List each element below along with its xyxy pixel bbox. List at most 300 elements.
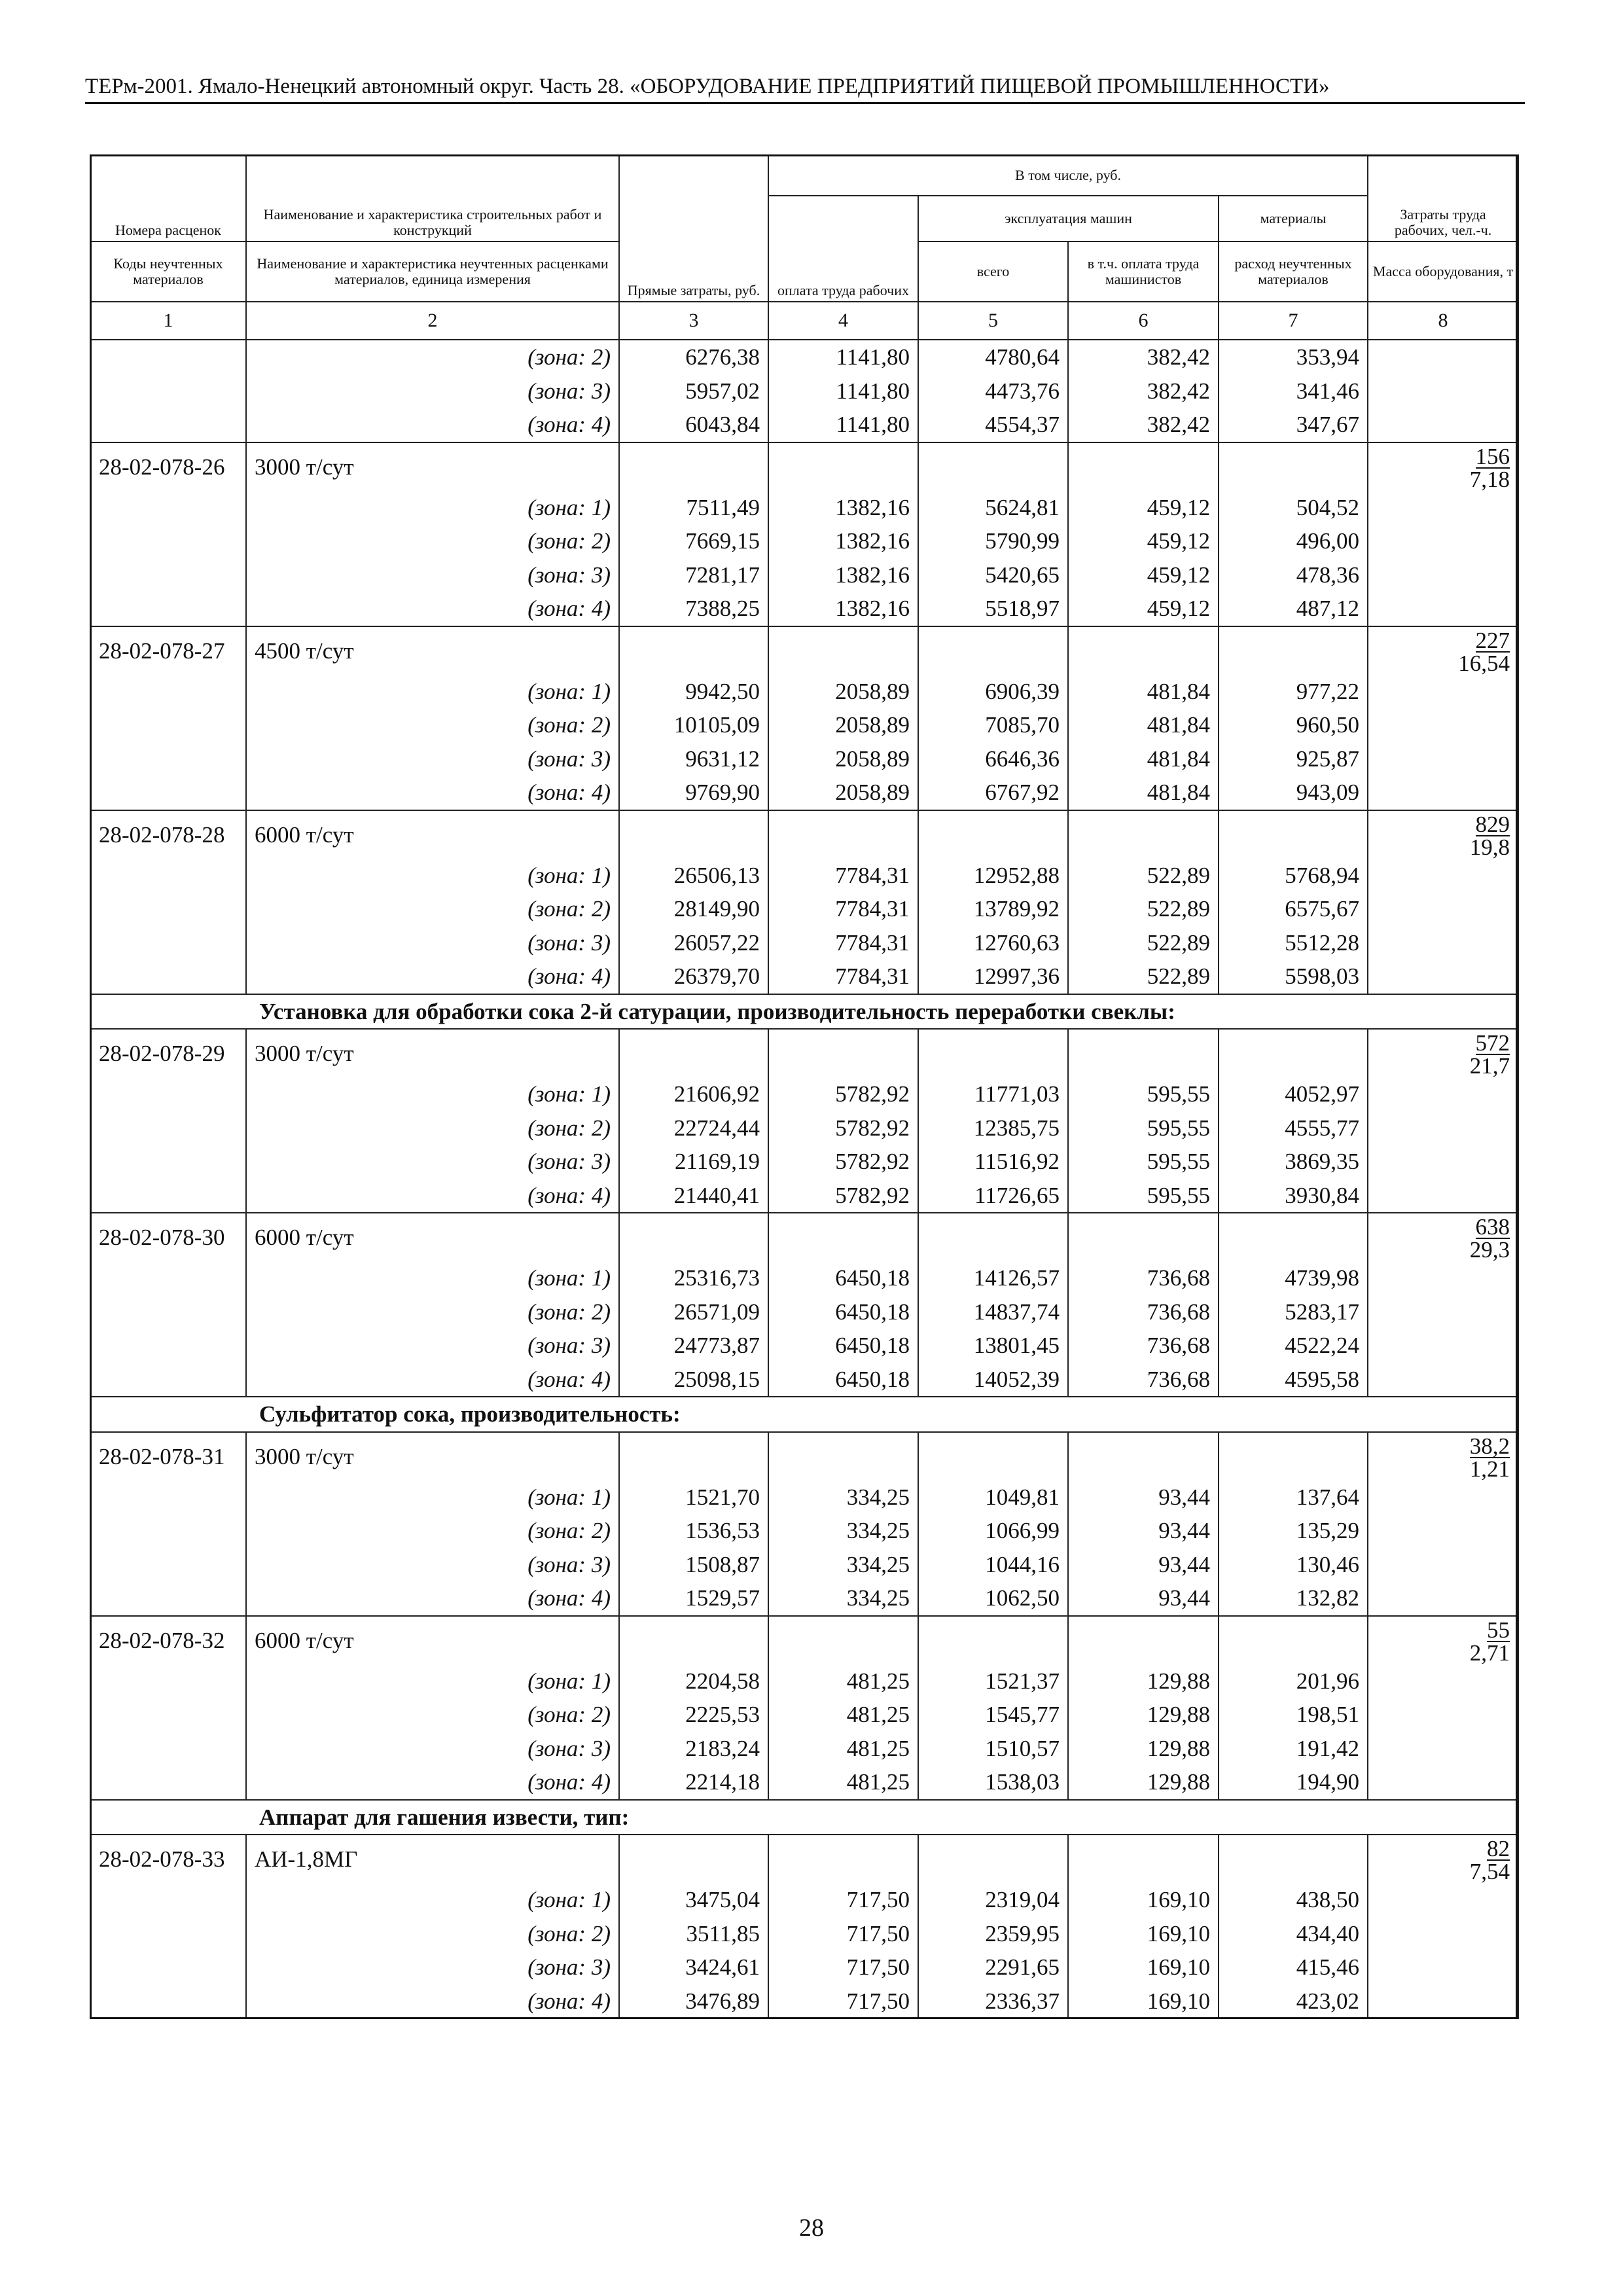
section-title: Сульфитатор сока, производительность: bbox=[246, 1397, 1518, 1432]
empty-cell bbox=[1368, 675, 1518, 709]
direct-costs-value: 7511,49 bbox=[619, 491, 768, 525]
empty-cell bbox=[1368, 1765, 1518, 1800]
header-direct-costs: Прямые затраты, руб. bbox=[619, 155, 768, 302]
empty-cell bbox=[90, 960, 246, 994]
materials-value: 6575,67 bbox=[1219, 892, 1368, 926]
equipment-mass-value: 1,21 bbox=[1469, 1456, 1510, 1480]
empty-cell bbox=[768, 810, 918, 859]
header-including-group: В том числе, руб. bbox=[768, 155, 1368, 196]
machines-total-value: 5790,99 bbox=[918, 524, 1068, 558]
equipment-mass-value: 29,3 bbox=[1469, 1237, 1510, 1261]
materials-value: 194,90 bbox=[1219, 1765, 1368, 1800]
direct-costs-value: 10105,09 bbox=[619, 708, 768, 742]
machines-total-value: 14052,39 bbox=[918, 1363, 1068, 1397]
column-index: 8 bbox=[1368, 302, 1518, 340]
empty-cell bbox=[1219, 1432, 1368, 1480]
worker-pay-value: 717,50 bbox=[768, 1917, 918, 1951]
zone-row bbox=[90, 374, 1518, 408]
empty-cell bbox=[768, 1213, 918, 1261]
section-title: Установка для обработки сока 2-й сатурации, производительность переработки свеклы: bbox=[246, 994, 1518, 1030]
empty-cell bbox=[1219, 1029, 1368, 1077]
empty-cell bbox=[90, 675, 246, 709]
empty-cell bbox=[1219, 442, 1368, 491]
machinist-pay-value: 595,55 bbox=[1068, 1111, 1219, 1145]
materials-value: 132,82 bbox=[1219, 1581, 1368, 1616]
machines-total-value: 12760,63 bbox=[918, 926, 1068, 960]
machines-total-value: 11771,03 bbox=[918, 1077, 1068, 1111]
empty-cell bbox=[90, 708, 246, 742]
zone-row bbox=[90, 558, 1518, 592]
empty-cell bbox=[768, 1835, 918, 1883]
machines-total-value: 12997,36 bbox=[918, 960, 1068, 994]
zone-label: (зона: 2) bbox=[246, 1111, 619, 1145]
empty-cell bbox=[1368, 1984, 1518, 2019]
section-empty-cell bbox=[90, 994, 246, 1030]
empty-cell bbox=[918, 1029, 1068, 1077]
zone-label: (зона: 4) bbox=[246, 1984, 619, 2019]
empty-cell bbox=[90, 1145, 246, 1179]
direct-costs-value: 2204,58 bbox=[619, 1664, 768, 1698]
zone-label: (зона: 1) bbox=[246, 1077, 619, 1111]
direct-costs-value: 5957,02 bbox=[619, 374, 768, 408]
zone-label: (зона: 4) bbox=[246, 1765, 619, 1800]
empty-cell bbox=[1219, 810, 1368, 859]
section-title: Аппарат для гашения извести, тип: bbox=[246, 1800, 1518, 1835]
worker-pay-value: 5782,92 bbox=[768, 1145, 918, 1179]
zone-label: (зона: 3) bbox=[246, 926, 619, 960]
machinist-pay-value: 129,88 bbox=[1068, 1664, 1219, 1698]
machinist-pay-value: 481,84 bbox=[1068, 742, 1219, 776]
empty-cell bbox=[1368, 1732, 1518, 1766]
direct-costs-value: 2225,53 bbox=[619, 1698, 768, 1732]
rate-code: 28-02-078-30 bbox=[90, 1213, 246, 1261]
direct-costs-value: 1536,53 bbox=[619, 1514, 768, 1548]
column-index: 5 bbox=[918, 302, 1068, 340]
column-index: 6 bbox=[1068, 302, 1219, 340]
materials-value: 198,51 bbox=[1219, 1698, 1368, 1732]
empty-cell bbox=[1368, 1329, 1518, 1363]
zone-row bbox=[90, 1261, 1518, 1295]
rate-code: 28-02-078-29 bbox=[90, 1029, 246, 1077]
worker-pay-value: 2058,89 bbox=[768, 776, 918, 810]
materials-value: 496,00 bbox=[1219, 524, 1368, 558]
empty-cell bbox=[918, 1432, 1068, 1480]
worker-pay-value: 1141,80 bbox=[768, 340, 918, 374]
header-machines-total: всего bbox=[918, 242, 1068, 302]
empty-cell bbox=[90, 1295, 246, 1329]
rate-code: 28-02-078-32 bbox=[90, 1616, 246, 1664]
zone-row bbox=[90, 1581, 1518, 1616]
zone-row bbox=[90, 1111, 1518, 1145]
empty-cell bbox=[90, 1261, 246, 1295]
materials-value: 415,46 bbox=[1219, 1950, 1368, 1984]
table-body bbox=[90, 340, 1518, 2018]
zone-row bbox=[90, 1145, 1518, 1179]
rate-name: 4500 т/сут bbox=[246, 626, 619, 675]
machines-total-value: 2291,65 bbox=[918, 1950, 1068, 1984]
rate-code: 28-02-078-28 bbox=[90, 810, 246, 859]
machines-total-value: 4554,37 bbox=[918, 408, 1068, 442]
machines-total-value: 12952,88 bbox=[918, 859, 1068, 893]
empty-cell bbox=[1219, 626, 1368, 675]
column-index: 1 bbox=[90, 302, 246, 340]
empty-cell bbox=[1068, 1029, 1219, 1077]
machinist-pay-value: 736,68 bbox=[1068, 1363, 1219, 1397]
section-heading-row bbox=[90, 1800, 1518, 1835]
machines-total-value: 12385,75 bbox=[918, 1111, 1068, 1145]
equipment-mass-value: 21,7 bbox=[1469, 1053, 1510, 1077]
empty-cell bbox=[1068, 442, 1219, 491]
zone-label: (зона: 3) bbox=[246, 374, 619, 408]
empty-cell bbox=[1368, 1950, 1518, 1984]
empty-cell bbox=[1368, 1295, 1518, 1329]
machinist-pay-value: 522,89 bbox=[1068, 859, 1219, 893]
empty-cell bbox=[918, 810, 1068, 859]
empty-cell bbox=[1368, 1480, 1518, 1515]
materials-value: 3869,35 bbox=[1219, 1145, 1368, 1179]
empty-cell bbox=[1368, 776, 1518, 810]
labor-mass-cell bbox=[1368, 1213, 1518, 1261]
machinist-pay-value: 382,42 bbox=[1068, 374, 1219, 408]
empty-cell bbox=[1368, 592, 1518, 626]
machinist-pay-value: 93,44 bbox=[1068, 1480, 1219, 1515]
empty-cell bbox=[1368, 892, 1518, 926]
empty-cell bbox=[90, 1548, 246, 1582]
worker-pay-value: 7784,31 bbox=[768, 892, 918, 926]
machinist-pay-value: 382,42 bbox=[1068, 340, 1219, 374]
materials-value: 135,29 bbox=[1219, 1514, 1368, 1548]
worker-pay-value: 1141,80 bbox=[768, 408, 918, 442]
direct-costs-value: 26057,22 bbox=[619, 926, 768, 960]
worker-pay-value: 7784,31 bbox=[768, 960, 918, 994]
direct-costs-value: 25316,73 bbox=[619, 1261, 768, 1295]
zone-label: (зона: 1) bbox=[246, 859, 619, 893]
empty-cell bbox=[1368, 1514, 1518, 1548]
zone-label: (зона: 3) bbox=[246, 1329, 619, 1363]
worker-pay-value: 1382,16 bbox=[768, 491, 918, 525]
worker-pay-value: 334,25 bbox=[768, 1548, 918, 1582]
empty-cell bbox=[768, 1616, 918, 1664]
empty-cell bbox=[90, 1363, 246, 1397]
empty-cell bbox=[90, 408, 246, 442]
empty-cell bbox=[90, 1111, 246, 1145]
zone-label: (зона: 4) bbox=[246, 960, 619, 994]
equipment-mass-value: 7,18 bbox=[1469, 466, 1510, 491]
worker-pay-value: 6450,18 bbox=[768, 1295, 918, 1329]
direct-costs-value: 24773,87 bbox=[619, 1329, 768, 1363]
direct-costs-value: 22724,44 bbox=[619, 1111, 768, 1145]
header-equipment-mass: Масса оборудования, т bbox=[1368, 242, 1518, 302]
worker-pay-value: 334,25 bbox=[768, 1480, 918, 1515]
worker-pay-value: 5782,92 bbox=[768, 1111, 918, 1145]
equipment-mass-value: 16,54 bbox=[1458, 650, 1510, 675]
direct-costs-value: 1529,57 bbox=[619, 1581, 768, 1616]
materials-value: 504,52 bbox=[1219, 491, 1368, 525]
empty-cell bbox=[1068, 1213, 1219, 1261]
materials-value: 438,50 bbox=[1219, 1883, 1368, 1917]
empty-cell bbox=[619, 1432, 768, 1480]
labor-costs-value: 156 bbox=[1475, 443, 1510, 469]
empty-cell bbox=[768, 1029, 918, 1077]
labor-mass-cell bbox=[1368, 626, 1518, 675]
machinist-pay-value: 129,88 bbox=[1068, 1765, 1219, 1800]
empty-cell bbox=[619, 1213, 768, 1261]
header-work-name: Наименование и характеристика строительных работ и конструкций bbox=[246, 155, 619, 242]
empty-cell bbox=[1368, 960, 1518, 994]
worker-pay-value: 334,25 bbox=[768, 1581, 918, 1616]
machinist-pay-value: 595,55 bbox=[1068, 1077, 1219, 1111]
empty-cell bbox=[1368, 1145, 1518, 1179]
empty-cell bbox=[1368, 524, 1518, 558]
zone-row bbox=[90, 1329, 1518, 1363]
worker-pay-value: 7784,31 bbox=[768, 926, 918, 960]
machinist-pay-value: 382,42 bbox=[1068, 408, 1219, 442]
materials-value: 977,22 bbox=[1219, 675, 1368, 709]
materials-value: 925,87 bbox=[1219, 742, 1368, 776]
empty-cell bbox=[90, 1077, 246, 1111]
empty-cell bbox=[90, 1179, 246, 1213]
labor-costs-value: 38,2 bbox=[1469, 1433, 1510, 1459]
worker-pay-value: 717,50 bbox=[768, 1950, 918, 1984]
direct-costs-value: 2183,24 bbox=[619, 1732, 768, 1766]
direct-costs-value: 9942,50 bbox=[619, 675, 768, 709]
empty-cell bbox=[90, 1581, 246, 1616]
machines-total-value: 14126,57 bbox=[918, 1261, 1068, 1295]
zone-row bbox=[90, 1480, 1518, 1515]
labor-mass-cell bbox=[1368, 442, 1518, 491]
machinist-pay-value: 169,10 bbox=[1068, 1883, 1219, 1917]
materials-value: 5768,94 bbox=[1219, 859, 1368, 893]
empty-cell bbox=[1368, 1883, 1518, 1917]
machines-total-value: 1521,37 bbox=[918, 1664, 1068, 1698]
machinist-pay-value: 522,89 bbox=[1068, 960, 1219, 994]
empty-cell bbox=[90, 926, 246, 960]
zone-row bbox=[90, 1950, 1518, 1984]
direct-costs-value: 9631,12 bbox=[619, 742, 768, 776]
zone-row bbox=[90, 960, 1518, 994]
materials-value: 201,96 bbox=[1219, 1664, 1368, 1698]
direct-costs-value: 21169,19 bbox=[619, 1145, 768, 1179]
machines-total-value: 1545,77 bbox=[918, 1698, 1068, 1732]
worker-pay-value: 481,25 bbox=[768, 1765, 918, 1800]
zone-label: (зона: 2) bbox=[246, 340, 619, 374]
zone-row bbox=[90, 1917, 1518, 1951]
direct-costs-value: 7388,25 bbox=[619, 592, 768, 626]
zone-label: (зона: 3) bbox=[246, 1950, 619, 1984]
machines-total-value: 7085,70 bbox=[918, 708, 1068, 742]
worker-pay-value: 1382,16 bbox=[768, 524, 918, 558]
header-worker-pay: оплата труда рабочих bbox=[768, 196, 918, 302]
direct-costs-value: 6276,38 bbox=[619, 340, 768, 374]
worker-pay-value: 1382,16 bbox=[768, 592, 918, 626]
materials-value: 5598,03 bbox=[1219, 960, 1368, 994]
worker-pay-value: 2058,89 bbox=[768, 742, 918, 776]
labor-mass-cell bbox=[1368, 1029, 1518, 1077]
empty-cell bbox=[1368, 491, 1518, 525]
empty-cell bbox=[1368, 926, 1518, 960]
zone-row bbox=[90, 340, 1518, 374]
empty-cell bbox=[1368, 1111, 1518, 1145]
zone-row bbox=[90, 926, 1518, 960]
machinist-pay-value: 93,44 bbox=[1068, 1548, 1219, 1582]
empty-cell bbox=[1068, 1432, 1219, 1480]
empty-cell bbox=[1368, 1698, 1518, 1732]
materials-value: 423,02 bbox=[1219, 1984, 1368, 2019]
zone-label: (зона: 2) bbox=[246, 708, 619, 742]
rate-name: 6000 т/сут bbox=[246, 1213, 619, 1261]
direct-costs-value: 25098,15 bbox=[619, 1363, 768, 1397]
worker-pay-value: 6450,18 bbox=[768, 1363, 918, 1397]
labor-costs-value: 572 bbox=[1475, 1030, 1510, 1056]
machines-total-value: 4780,64 bbox=[918, 340, 1068, 374]
empty-cell bbox=[1068, 1835, 1219, 1883]
labor-costs-value: 638 bbox=[1475, 1214, 1510, 1240]
worker-pay-value: 7784,31 bbox=[768, 859, 918, 893]
column-index: 7 bbox=[1219, 302, 1368, 340]
machines-total-value: 13801,45 bbox=[918, 1329, 1068, 1363]
worker-pay-value: 2058,89 bbox=[768, 675, 918, 709]
empty-cell bbox=[1068, 1616, 1219, 1664]
direct-costs-value: 21440,41 bbox=[619, 1179, 768, 1213]
empty-cell bbox=[918, 442, 1068, 491]
materials-value: 137,64 bbox=[1219, 1480, 1368, 1515]
empty-cell bbox=[918, 1213, 1068, 1261]
rate-code-row bbox=[90, 1213, 1518, 1261]
machinist-pay-value: 93,44 bbox=[1068, 1581, 1219, 1616]
empty-cell bbox=[1368, 408, 1518, 442]
empty-cell bbox=[90, 1917, 246, 1951]
machinist-pay-value: 169,10 bbox=[1068, 1950, 1219, 1984]
zone-row bbox=[90, 1077, 1518, 1111]
labor-mass-cell bbox=[1368, 810, 1518, 859]
machinist-pay-value: 736,68 bbox=[1068, 1295, 1219, 1329]
materials-value: 943,09 bbox=[1219, 776, 1368, 810]
machinist-pay-value: 481,84 bbox=[1068, 675, 1219, 709]
machinist-pay-value: 169,10 bbox=[1068, 1917, 1219, 1951]
machines-total-value: 2359,95 bbox=[918, 1917, 1068, 1951]
direct-costs-value: 3475,04 bbox=[619, 1883, 768, 1917]
labor-costs-value: 82 bbox=[1487, 1836, 1510, 1861]
zone-row bbox=[90, 742, 1518, 776]
zone-row bbox=[90, 1548, 1518, 1582]
machines-total-value: 1049,81 bbox=[918, 1480, 1068, 1515]
rate-code-row bbox=[90, 1835, 1518, 1883]
equipment-mass-value: 19,8 bbox=[1469, 834, 1510, 859]
empty-cell bbox=[1368, 1664, 1518, 1698]
page-number: 28 bbox=[799, 2214, 824, 2242]
machinist-pay-value: 459,12 bbox=[1068, 558, 1219, 592]
direct-costs-value: 1521,70 bbox=[619, 1480, 768, 1515]
rate-code: 28-02-078-26 bbox=[90, 442, 246, 491]
empty-cell bbox=[90, 340, 246, 374]
machines-total-value: 14837,74 bbox=[918, 1295, 1068, 1329]
materials-value: 4595,58 bbox=[1219, 1363, 1368, 1397]
column-index-row bbox=[90, 302, 1518, 340]
worker-pay-value: 481,25 bbox=[768, 1732, 918, 1766]
empty-cell bbox=[90, 892, 246, 926]
direct-costs-value: 6043,84 bbox=[619, 408, 768, 442]
zone-label: (зона: 4) bbox=[246, 408, 619, 442]
direct-costs-value: 26379,70 bbox=[619, 960, 768, 994]
empty-cell bbox=[1368, 708, 1518, 742]
zone-row bbox=[90, 1514, 1518, 1548]
empty-cell bbox=[90, 776, 246, 810]
empty-cell bbox=[619, 1835, 768, 1883]
direct-costs-value: 7281,17 bbox=[619, 558, 768, 592]
machines-total-value: 5518,97 bbox=[918, 592, 1068, 626]
empty-cell bbox=[1368, 374, 1518, 408]
materials-value: 353,94 bbox=[1219, 340, 1368, 374]
zone-label: (зона: 1) bbox=[246, 675, 619, 709]
zone-row bbox=[90, 1295, 1518, 1329]
materials-value: 5512,28 bbox=[1219, 926, 1368, 960]
section-empty-cell bbox=[90, 1800, 246, 1835]
rate-name: 3000 т/сут bbox=[246, 1029, 619, 1077]
zone-row bbox=[90, 1698, 1518, 1732]
direct-costs-value: 2214,18 bbox=[619, 1765, 768, 1800]
empty-cell bbox=[90, 859, 246, 893]
empty-cell bbox=[90, 558, 246, 592]
machines-total-value: 11726,65 bbox=[918, 1179, 1068, 1213]
zone-label: (зона: 4) bbox=[246, 1179, 619, 1213]
direct-costs-value: 26571,09 bbox=[619, 1295, 768, 1329]
zone-label: (зона: 2) bbox=[246, 1698, 619, 1732]
rates-table bbox=[90, 154, 1519, 2019]
empty-cell bbox=[90, 1698, 246, 1732]
zone-label: (зона: 3) bbox=[246, 742, 619, 776]
zone-row bbox=[90, 675, 1518, 709]
rate-name: 6000 т/сут bbox=[246, 1616, 619, 1664]
zone-label: (зона: 1) bbox=[246, 1480, 619, 1515]
machines-total-value: 6646,36 bbox=[918, 742, 1068, 776]
zone-label: (зона: 3) bbox=[246, 1732, 619, 1766]
empty-cell bbox=[1368, 1581, 1518, 1616]
direct-costs-value: 3476,89 bbox=[619, 1984, 768, 2019]
machinist-pay-value: 736,68 bbox=[1068, 1261, 1219, 1295]
machinist-pay-value: 481,84 bbox=[1068, 708, 1219, 742]
materials-value: 4555,77 bbox=[1219, 1111, 1368, 1145]
labor-mass-cell bbox=[1368, 1616, 1518, 1664]
header-material-names: Наименование и характеристика неучтенных расценками материалов, единица измерения bbox=[246, 242, 619, 302]
direct-costs-value: 21606,92 bbox=[619, 1077, 768, 1111]
equipment-mass-value: 7,54 bbox=[1469, 1859, 1510, 1883]
zone-label: (зона: 1) bbox=[246, 1664, 619, 1698]
zone-row bbox=[90, 1765, 1518, 1800]
header-materials: материалы bbox=[1219, 196, 1368, 242]
empty-cell bbox=[1219, 1616, 1368, 1664]
machinist-pay-value: 129,88 bbox=[1068, 1732, 1219, 1766]
machines-total-value: 5420,65 bbox=[918, 558, 1068, 592]
machinist-pay-value: 595,55 bbox=[1068, 1145, 1219, 1179]
zone-row bbox=[90, 708, 1518, 742]
empty-cell bbox=[1368, 1179, 1518, 1213]
empty-cell bbox=[619, 442, 768, 491]
zone-label: (зона: 4) bbox=[246, 776, 619, 810]
materials-value: 3930,84 bbox=[1219, 1179, 1368, 1213]
machines-total-value: 1538,03 bbox=[918, 1765, 1068, 1800]
machinist-pay-value: 459,12 bbox=[1068, 592, 1219, 626]
zone-row bbox=[90, 1883, 1518, 1917]
column-index: 2 bbox=[246, 302, 619, 340]
section-empty-cell bbox=[90, 1397, 246, 1432]
header-unaccounted-materials: расход неучтенных материалов bbox=[1219, 242, 1368, 302]
direct-costs-value: 1508,87 bbox=[619, 1548, 768, 1582]
rate-code-row bbox=[90, 1029, 1518, 1077]
zone-label: (зона: 3) bbox=[246, 1145, 619, 1179]
materials-value: 434,40 bbox=[1219, 1917, 1368, 1951]
rate-code: 28-02-078-31 bbox=[90, 1432, 246, 1480]
machinist-pay-value: 93,44 bbox=[1068, 1514, 1219, 1548]
